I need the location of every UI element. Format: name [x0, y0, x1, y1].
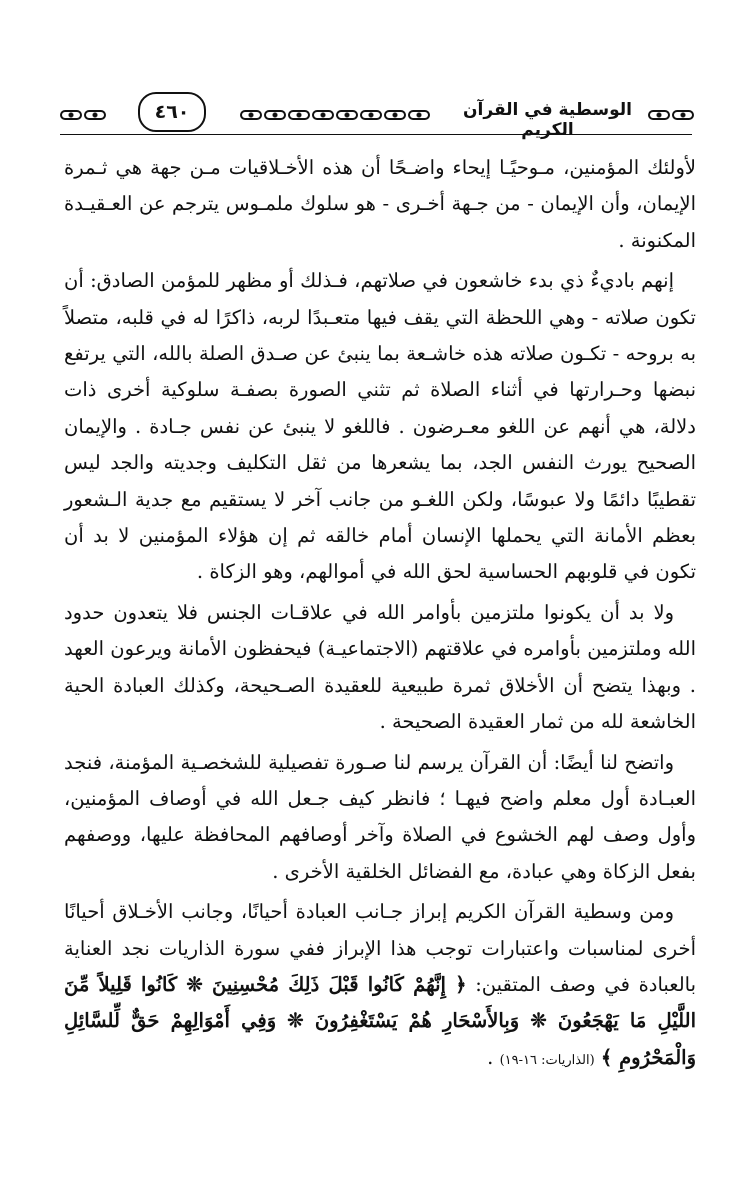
ornament-link-icon	[240, 110, 262, 120]
paragraph-text: ومن وسطية القرآن الكريم إبراز جـانب العبادة أحيانًا، وجانب الأخـلاق أحيانًا أخرى لمناسبات واعتبارات توجب هذا الإبراز ففي سورة الذاريات نجد العناية بالعبادة في وصف المتقين:	[64, 900, 697, 996]
paragraph-end: .	[487, 1045, 494, 1069]
paragraph: إنهم باديءٌ ذي بدء خاشعون في صلاتهم، فـذلك أو مظهر للمؤمن الصادق: أن تكون صلاته - وهي اللحظة التي يقف فيها متعـبدًا لربه، ذاكرًا له في قلبه، متصلاً به بروحه - تكـون صلاته هذه خاشـعة بما ينبئ عن صـدق الصلة بالله، التي يرتفع نبضها وحـرارتها في أثناء الصلاة ثم تثني الصورة بصفـة سلوكية أخرى ذات دلالة، هي أنهم عن اللغو معـرضون . فاللغو لا ينبئ عن نفس جـادة . والإيمان الصحيح يورث النفس الجد، بما يشعرها من ثقل التكليف وجديته والجد ليس تقطيبًا دائمًا ولا عبوسًا، ولكن اللغـو من جانب آخر لا يستقيم مع جدية الـشعور بعظم الأمانة التي يحملها الإنسان أمام خالقه ثم إن هؤلاء المؤمنين لا بد أن تكون في قلوبهم الحساسية لحق الله في أموالهم، وهو الزكاة .	[64, 269, 696, 584]
ornament-link-icon	[360, 110, 382, 120]
page-header	[60, 92, 692, 140]
paragraph: لأولئك المؤمنين، مـوحيًـا إيحاء واضـحًا أن هذه الأخـلاقيات مـن جهة هي ثـمرة الإيمان، وأن الإيمان - من جـهة أخـرى - هو سلوك ملمـوس يترجم عن العـقيـدة المكنونة .	[64, 156, 696, 252]
ornament-link-icon	[288, 110, 310, 120]
page-body	[64, 150, 696, 1083]
ornament-link-icon	[336, 110, 358, 120]
ornament-link-icon	[60, 110, 82, 120]
ornament-right	[648, 110, 694, 122]
ornament-link-icon	[312, 110, 334, 120]
verse-citation: (الذاريات: ١٦-١٩)	[499, 1052, 595, 1068]
paragraph: ولا بد أن يكونوا ملتزمين بأوامر الله في علاقـات الجنس فلا يتعدون حدود الله وملتزمين بأوامره في علاقتهم (الاجتماعيـة) فيحفظون الأمانة ويرعون العهد . وبهذا يتضح أن الأخلاق ثمرة طبيعية للعقيدة الصـحيحة، وكذلك العبادة الحية الخاشعة لله من ثمار العقيدة الصحيحة .	[64, 600, 696, 734]
ornament-left	[60, 110, 106, 122]
ornament-link-icon	[264, 110, 286, 120]
ornament-link-icon	[84, 110, 106, 120]
paragraph-with-verse	[64, 894, 696, 1079]
quran-verse: ﴿ إِنَّهُمْ كَانُوا قَبْلَ ذَلِكَ مُحْسِنِينَ ❊ كَانُوا قَلِيلاً مِّنَ اللَّيْلِ مَا يَهْجَعُونَ ❊ وَبِالأَسْحَارِ هُمْ يَسْتَغْفِرُونَ ❊ وَفِي أَمْوَالِهِمْ حَقٌّ لِّلسَّائِلِ وَالْمَحْرُومِ ﴾	[64, 972, 696, 1069]
running-title: الوسطية في القرآن الكريم	[463, 100, 632, 140]
ornament-link-icon	[648, 110, 670, 120]
page-number: ٤٦٠	[138, 92, 206, 132]
paragraph: واتضح لنا أيضًا: أن القرآن يرسم لنا صـورة تفصيلية للشخصـية المؤمنة، فنجد العبـادة أول معلم واضح فيهـا ؛ فانظر كيف جـعل الله في أوصاف المؤمنين، وأول وصف لهم الخشوع في الصلاة وآخر أوصافهم المحافظة عليها، ووصفهم بفعل الزكاة وهي عبادة، مع الفضائل الخلقية الأخرى .	[64, 750, 696, 883]
ornament-link-icon	[384, 110, 406, 120]
header-rule	[60, 134, 692, 135]
ornament-link-icon	[672, 110, 694, 120]
ornament-center	[240, 110, 430, 122]
ornament-link-icon	[408, 110, 430, 120]
